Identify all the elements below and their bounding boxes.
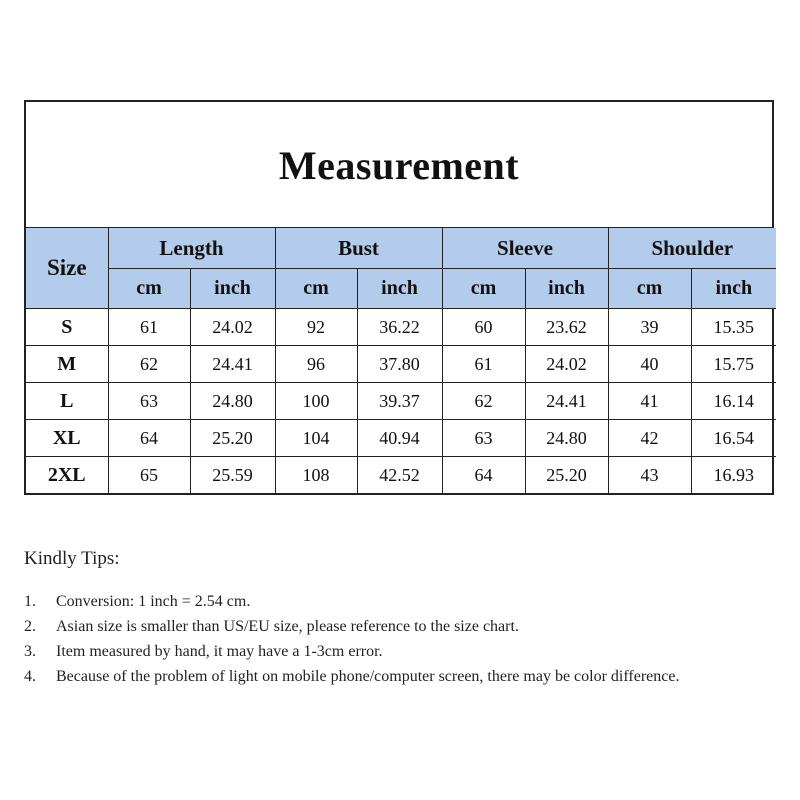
table-cell: 37.80 xyxy=(357,346,442,383)
table-cell: 43 xyxy=(608,457,691,494)
table-cell: 42 xyxy=(608,420,691,457)
tip-number: 1. xyxy=(24,593,36,610)
table-cell: 64 xyxy=(108,420,190,457)
table-cell: 61 xyxy=(108,309,190,346)
table-cell: 15.35 xyxy=(691,309,776,346)
group-header-length: Length xyxy=(108,228,275,269)
table-cell: 100 xyxy=(275,383,357,420)
table-cell: 24.80 xyxy=(525,420,608,457)
title-row xyxy=(26,102,772,228)
size-cell: S xyxy=(26,309,108,346)
unit-header: cm xyxy=(442,269,525,309)
table-cell: 42.52 xyxy=(357,457,442,494)
unit-header: inch xyxy=(691,269,776,309)
size-cell: L xyxy=(26,383,108,420)
tip-text: Item measured by hand, it may have a 1-3cm error. xyxy=(56,643,383,660)
kindly-tips xyxy=(24,548,794,690)
size-cell: M xyxy=(26,346,108,383)
table-cell: 24.02 xyxy=(190,309,275,346)
size-column-header: Size xyxy=(26,228,108,309)
table-row xyxy=(26,383,776,420)
table-cell: 15.75 xyxy=(691,346,776,383)
table-cell: 41 xyxy=(608,383,691,420)
chart-title: Measurement xyxy=(278,143,520,188)
table-cell: 60 xyxy=(442,309,525,346)
table-cell: 108 xyxy=(275,457,357,494)
table-cell: 23.62 xyxy=(525,309,608,346)
table-cell: 16.54 xyxy=(691,420,776,457)
size-chart xyxy=(24,100,774,495)
table-cell: 16.14 xyxy=(691,383,776,420)
table-cell: 25.20 xyxy=(525,457,608,494)
tip-number: 3. xyxy=(24,643,36,660)
tip-item xyxy=(24,615,794,638)
tip-item xyxy=(24,640,794,663)
table-cell: 24.80 xyxy=(190,383,275,420)
table-cell: 39 xyxy=(608,309,691,346)
unit-header: cm xyxy=(108,269,190,309)
header-row-groups xyxy=(26,228,776,269)
table-row xyxy=(26,309,776,346)
table-cell: 63 xyxy=(108,383,190,420)
table-cell: 96 xyxy=(275,346,357,383)
table-cell: 104 xyxy=(275,420,357,457)
table-cell: 24.02 xyxy=(525,346,608,383)
tips-title: Kindly Tips: xyxy=(24,548,120,569)
tip-number: 2. xyxy=(24,618,36,635)
group-header-sleeve: Sleeve xyxy=(442,228,608,269)
table-row xyxy=(26,420,776,457)
unit-header: cm xyxy=(608,269,691,309)
table-row xyxy=(26,346,776,383)
table-cell: 24.41 xyxy=(190,346,275,383)
table-cell: 16.93 xyxy=(691,457,776,494)
table-cell: 63 xyxy=(442,420,525,457)
header-row-units xyxy=(26,269,776,309)
table-cell: 25.59 xyxy=(190,457,275,494)
table-cell: 39.37 xyxy=(357,383,442,420)
tip-text: Conversion: 1 inch = 2.54 cm. xyxy=(56,593,251,610)
tip-item xyxy=(24,665,794,688)
tip-item xyxy=(24,590,794,613)
table-cell: 65 xyxy=(108,457,190,494)
tip-text: Asian size is smaller than US/EU size, please reference to the size chart. xyxy=(56,618,519,635)
table-cell: 36.22 xyxy=(357,309,442,346)
size-cell: 2XL xyxy=(26,457,108,494)
table-cell: 40.94 xyxy=(357,420,442,457)
size-cell: XL xyxy=(26,420,108,457)
table-cell: 92 xyxy=(275,309,357,346)
unit-header: inch xyxy=(357,269,442,309)
table-cell: 25.20 xyxy=(190,420,275,457)
unit-header: inch xyxy=(525,269,608,309)
table-cell: 62 xyxy=(108,346,190,383)
table-cell: 62 xyxy=(442,383,525,420)
table-row xyxy=(26,457,776,494)
tip-text: Because of the problem of light on mobile phone/computer screen, there may be color difference. xyxy=(56,668,680,685)
unit-header: cm xyxy=(275,269,357,309)
table-cell: 24.41 xyxy=(525,383,608,420)
table-cell: 40 xyxy=(608,346,691,383)
table-cell: 61 xyxy=(442,346,525,383)
table-cell: 64 xyxy=(442,457,525,494)
unit-header: inch xyxy=(190,269,275,309)
size-table xyxy=(26,228,776,493)
group-header-shoulder: Shoulder xyxy=(608,228,776,269)
group-header-bust: Bust xyxy=(275,228,442,269)
tip-number: 4. xyxy=(24,668,36,685)
